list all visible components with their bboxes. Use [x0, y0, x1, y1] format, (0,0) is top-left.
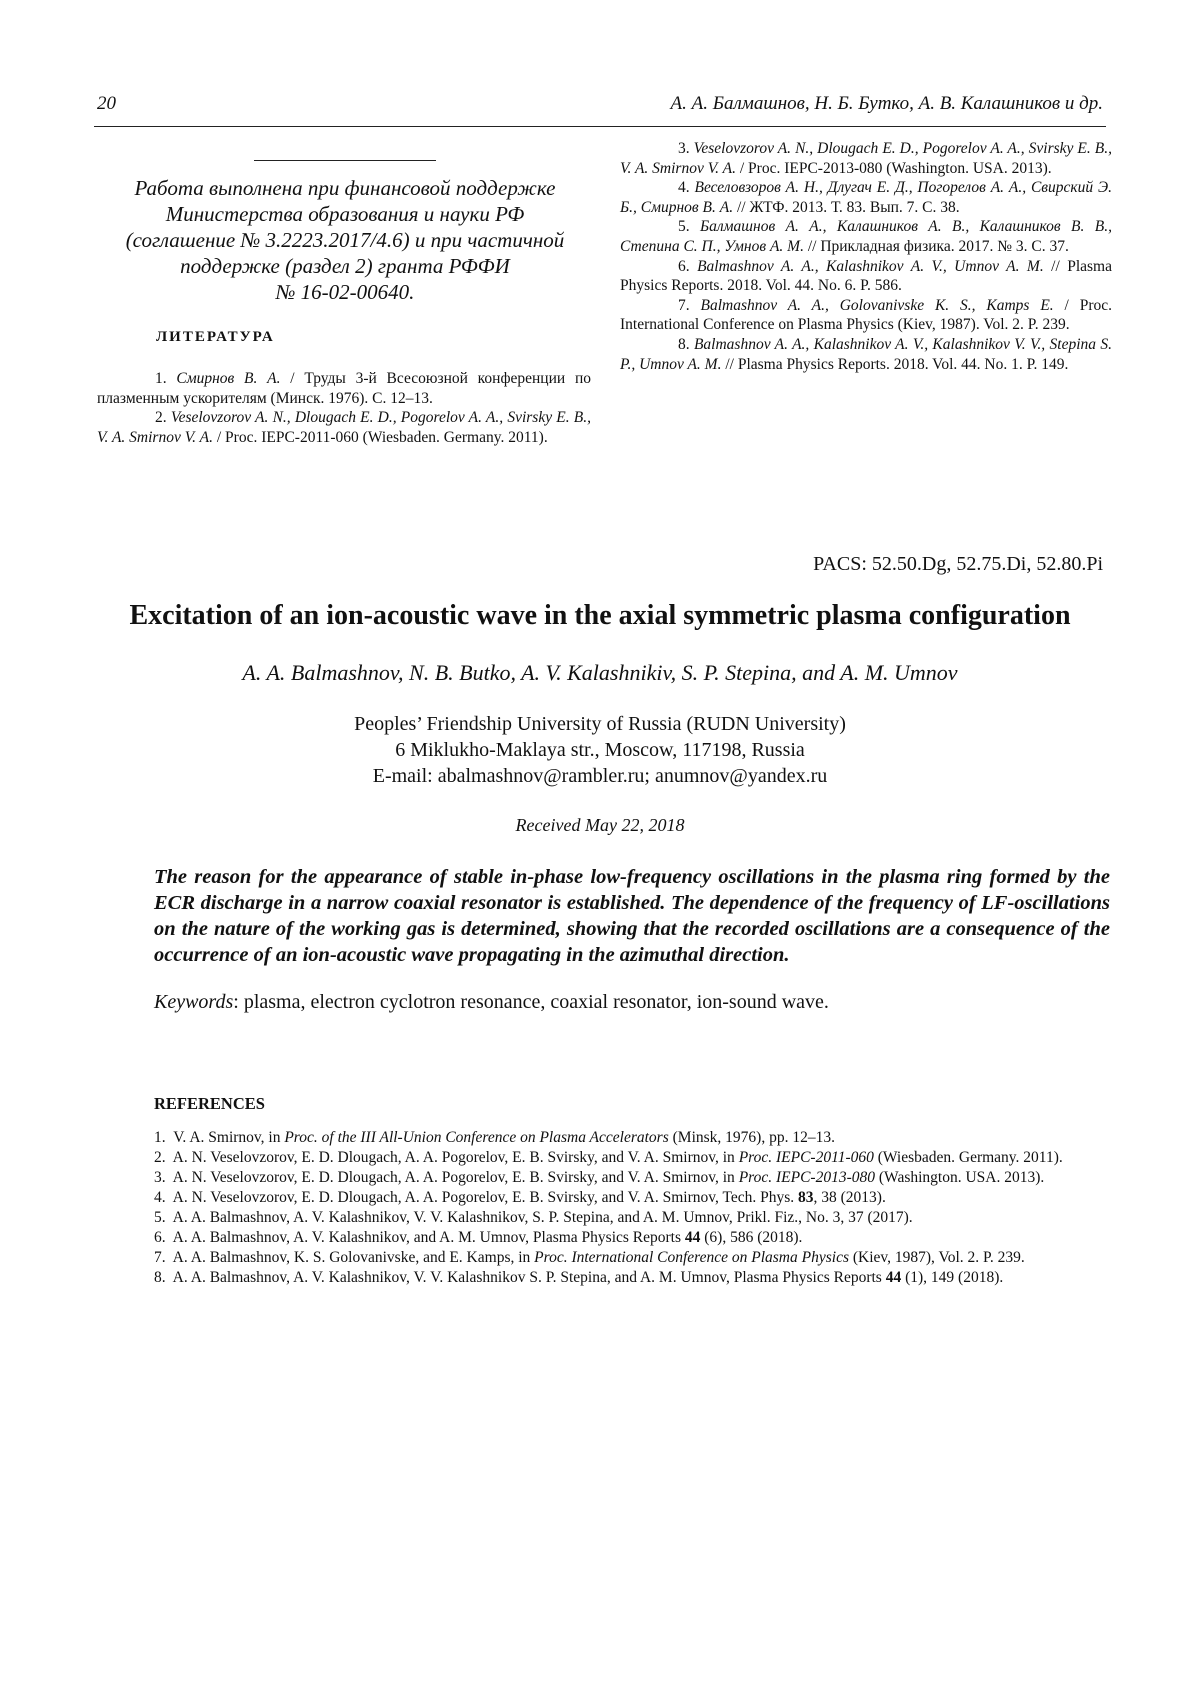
literature-item — [97, 369, 591, 408]
ref-authors: Veselovzorov A. N., Dlougach E. D., Pogorelov A. A., Svirsky E. B., V. A. Smirnov V. A. — [97, 409, 591, 446]
ref-number: 8. — [154, 1269, 166, 1286]
ref-text: A. N. Veselovzorov, E. D. Dlougach, A. A. Pogorelov, E. B. Svirsky, and V. A. Smirnov, in — [173, 1169, 739, 1186]
ref-text: V. A. Smirnov, in — [173, 1129, 284, 1146]
ref-volume: 44 — [886, 1269, 902, 1286]
ref-text: (Kiev, 1987), Vol. 2. P. 239. — [849, 1249, 1025, 1266]
ref-number: 5. — [154, 1209, 166, 1226]
ref-volume: 83 — [798, 1189, 814, 1206]
reference-item — [154, 1228, 1106, 1248]
reference-item — [154, 1168, 1106, 1188]
page-number: 20 — [97, 93, 116, 115]
ref-text: (6), 586 (2018). — [700, 1229, 802, 1246]
ref-authors: Veselovzorov A. N., Dlougach E. D., Pogorelov A. A., Svirsky E. B., V. A. Smirnov V. A. — [620, 140, 1112, 177]
ref-number: 3. — [678, 140, 690, 157]
reference-item — [154, 1128, 1106, 1148]
literature-item — [620, 335, 1112, 374]
funding-line: Работа выполнена при финансовой поддержке — [94, 175, 596, 201]
funding-line: поддержке (раздел 2) гранта РФФИ — [94, 253, 596, 279]
ref-text: A. N. Veselovzorov, E. D. Dlougach, A. A. Pogorelov, E. B. Svirsky, and V. A. Smirnov, in — [173, 1149, 739, 1166]
literature-item — [620, 257, 1112, 296]
ref-text: // ЖТФ. 2013. Т. 83. Вып. 7. С. 38. — [733, 199, 960, 216]
abstract: The reason for the appearance of stable in-phase low-frequency oscillations in the plasma ring formed by the ECR discharge in a narrow coaxial resonator is established. The dependence of the frequency of LF-oscillations on the nature of the working gas is determined, showing that the recorded oscillations are a consequence of the occurrence of an ion-acoustic wave propagating in the azimuthal direction. — [154, 864, 1110, 968]
ref-text: (Washington. USA. 2013). — [875, 1169, 1044, 1186]
ref-number: 4. — [154, 1189, 166, 1206]
ref-number: 7. — [154, 1249, 166, 1266]
literature-item — [97, 408, 591, 447]
ref-authors: Balmashnov A. A., Kalashnikov A. V., Kalashnikov V. V., Stepina S. P., Umnov A. M. — [620, 336, 1112, 373]
ref-italic: Proc. International Conference on Plasma Physics — [534, 1249, 849, 1266]
ref-number: 3. — [154, 1169, 166, 1186]
ref-number: 7. — [678, 297, 690, 314]
literature-item — [620, 139, 1112, 178]
funding-line: Министерства образования и науки РФ — [94, 201, 596, 227]
reference-item — [154, 1248, 1106, 1268]
ref-text: / Proc. IEPC-2011-060 (Wiesbaden. Germany. 2011). — [213, 429, 548, 446]
ref-text: (1), 149 (2018). — [901, 1269, 1003, 1286]
keywords — [154, 991, 1110, 1014]
ref-text: // Plasma Physics Reports. 2018. Vol. 44. No. 6. P. 586. — [620, 258, 1112, 295]
running-header-authors: А. А. Балмашнов, Н. Б. Бутко, А. В. Калашников и др. — [671, 93, 1103, 115]
ref-text: (Minsk, 1976), pp. 12–13. — [669, 1129, 835, 1146]
ref-text: // Прикладная физика. 2017. № 3. С. 37. — [804, 238, 1069, 255]
ref-volume: 44 — [685, 1229, 701, 1246]
ref-number: 6. — [154, 1229, 166, 1246]
funding-line: (соглашение № 3.2223.2017/4.6) и при частичной — [94, 227, 596, 253]
reference-item — [154, 1268, 1106, 1288]
reference-item — [154, 1208, 1106, 1228]
literature-list-left — [97, 369, 591, 447]
keywords-label: Keywords — [154, 991, 233, 1013]
literature-item — [620, 296, 1112, 335]
pacs-codes: PACS: 52.50.Dg, 52.75.Di, 52.80.Pi — [813, 553, 1103, 576]
ref-text: , 38 (2013). — [814, 1189, 886, 1206]
footnote-rule — [254, 160, 436, 161]
ref-text: A. A. Balmashnov, K. S. Golovanivske, and E. Kamps, in — [173, 1249, 535, 1266]
ref-authors: Балмашнов А. А., Калашников А. В., Калашников В. В., Степина С. П., Умнов А. М. — [620, 218, 1112, 255]
literature-list-right — [620, 139, 1112, 374]
affiliation-line: Peoples’ Friendship University of Russia (RUDN University) — [0, 711, 1200, 737]
literature-heading: ЛИТЕРАТУРА — [156, 329, 275, 346]
references-list — [154, 1128, 1106, 1288]
header-rule — [94, 126, 1106, 127]
ref-authors: Веселовзоров А. Н., Длугач Е. Д., Погорелов А. А., Свирский Э. Б., Смирнов В. А. — [620, 179, 1112, 216]
ref-number: 2. — [154, 1149, 166, 1166]
reference-item — [154, 1148, 1106, 1168]
ref-italic: Proc. IEPC-2013-080 — [739, 1169, 875, 1186]
ref-number: 1. — [154, 1129, 166, 1146]
literature-item — [620, 178, 1112, 217]
ref-italic: Proc. IEPC-2011-060 — [739, 1149, 874, 1166]
ref-text: A. A. Balmashnov, A. V. Kalashnikov, and A. M. Umnov, Plasma Physics Reports — [173, 1229, 685, 1246]
affiliation-line: 6 Miklukho-Maklaya str., Moscow, 117198, Russia — [0, 737, 1200, 763]
ref-authors: Balmashnov A. A., Golovanivske K. S., Kamps E. — [701, 297, 1054, 314]
article-title: Excitation of an ion-acoustic wave in the axial symmetric plasma configuration — [0, 600, 1200, 632]
funding-line: № 16-02-00640. — [94, 279, 596, 305]
ref-number: 1. — [155, 370, 167, 387]
ref-italic: Proc. of the III All-Union Conference on Plasma Accelerators — [284, 1129, 668, 1146]
ref-text: A. A. Balmashnov, A. V. Kalashnikov, V. V. Kalashnikov S. P. Stepina, and A. M. Umnov, Plasma Physics Reports — [173, 1269, 886, 1286]
ref-number: 4. — [678, 179, 690, 196]
ref-text: / Proc. IEPC-2013-080 (Washington. USA. 2013). — [736, 160, 1052, 177]
affiliation-line: E-mail: abalmashnov@rambler.ru; anumnov@yandex.ru — [0, 763, 1200, 789]
literature-item — [620, 217, 1112, 256]
ref-number: 5. — [678, 218, 690, 235]
ref-text: / Труды 3-й Всесоюзной конференции по плазменным ускорителям (Минск. 1976). С. 12–13. — [97, 370, 591, 407]
ref-text: A. A. Balmashnov, A. V. Kalashnikov, V. V. Kalashnikov, S. P. Stepina, and A. M. Umnov, Prikl. Fiz., No. 3, 37 (2017). — [173, 1209, 913, 1226]
received-date: Received May 22, 2018 — [0, 815, 1200, 836]
ref-number: 2. — [155, 409, 167, 426]
ref-text: A. N. Veselovzorov, E. D. Dlougach, A. A. Pogorelov, E. B. Svirsky, and V. A. Smirnov, Tech. Phys. — [173, 1189, 798, 1206]
ref-authors: Смирнов В. А. — [176, 370, 280, 387]
funding-note — [94, 175, 596, 305]
references-heading: REFERENCES — [154, 1094, 265, 1114]
ref-text: / Proc. International Conference on Plasma Physics (Kiev, 1987). Vol. 2. P. 239. — [620, 297, 1112, 334]
ref-number: 8. — [678, 336, 690, 353]
ref-text: // Plasma Physics Reports. 2018. Vol. 44. No. 1. P. 149. — [721, 356, 1068, 373]
keywords-text: : plasma, electron cyclotron resonance, coaxial resonator, ion-sound wave. — [233, 991, 829, 1013]
ref-authors: Balmashnov A. A., Kalashnikov A. V., Umnov A. M. — [697, 258, 1044, 275]
article-authors: A. A. Balmashnov, N. B. Butko, A. V. Kalashnikiv, S. P. Stepina, and A. M. Umnov — [0, 660, 1200, 686]
affiliation — [0, 711, 1200, 789]
ref-number: 6. — [678, 258, 690, 275]
reference-item — [154, 1188, 1106, 1208]
ref-text: (Wiesbaden. Germany. 2011). — [874, 1149, 1063, 1166]
